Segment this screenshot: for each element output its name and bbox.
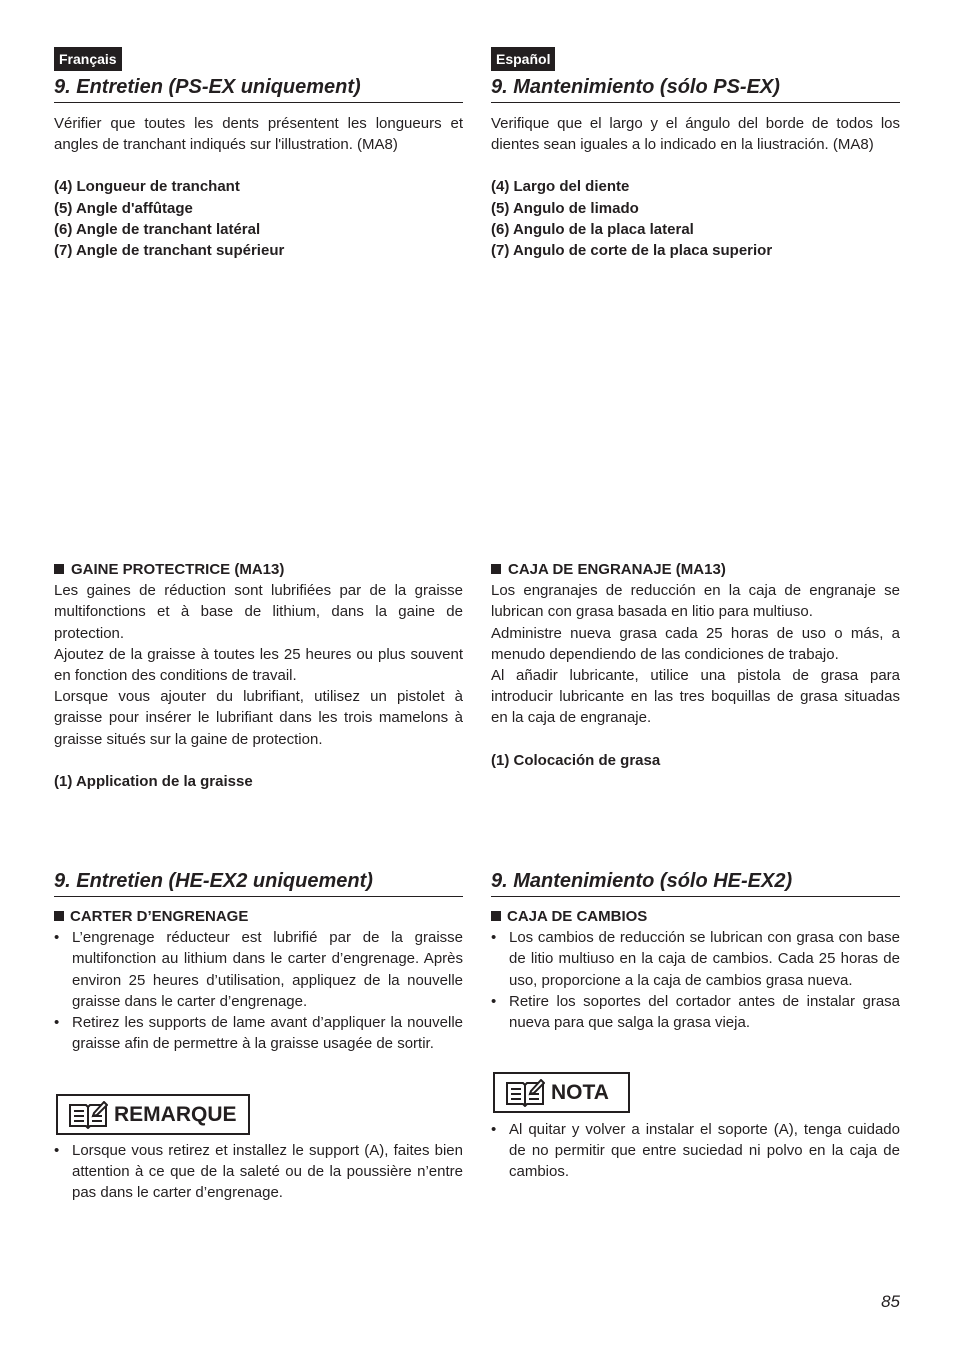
remarque-box (56, 1094, 250, 1135)
fr-item: (4) Longueur de tranchant (54, 178, 240, 196)
fr-section1-body (54, 113, 463, 261)
es-caja-p1: Los engranajes de reducción en la caja de engranaje se lubrican con grasa basada en litio para multiuso. (491, 582, 900, 621)
book-note-icon (68, 1101, 108, 1129)
fr-item: (6) Angle de tranchant latéral (54, 220, 261, 238)
fr-carter-heading (54, 906, 463, 927)
fr-gaine-item: (1) Application de la graisse (54, 772, 253, 790)
remarque-label: REMARQUE (114, 1102, 237, 1126)
section-title-es-he-ex2: 9. Mantenimiento (sólo HE-EX2) (491, 868, 900, 897)
page-number: 85 (881, 1292, 900, 1311)
language-badge-french: Français (54, 47, 122, 71)
es-item: (5) Angulo de limado (491, 199, 639, 217)
book-note-icon (505, 1079, 545, 1107)
list-item: • Lorsque vous retirez et installez le support (A), faites bien attention à ce que de la saleté ou de la poussière n’entre pas dans le carter d’engrenage. (54, 1140, 463, 1204)
fr-gaine-heading (54, 559, 463, 580)
es-caja-p3: Al añadir lubricante, utilice una pistola de grasa para introducir lubricante en las tres boquillas de grasa situadas en la caja de engranaje. (491, 667, 900, 727)
fr-gaine-p3: Lorsque vous ajouter du lubrifiant, utilisez un pistolet à graisse pour insérer le lubrifiant dans les trois mamelons à graisse situés sur la gaine de protection. (54, 688, 463, 748)
es-caja-item: (1) Colocación de grasa (491, 751, 661, 769)
es-cambios-heading-text: CAJA DE CAMBIOS (507, 908, 648, 925)
nota-box (493, 1072, 630, 1113)
es-section3-body (491, 906, 900, 1033)
square-bullet-icon (491, 564, 501, 574)
list-item: • Los cambios de reducción se lubrican con grasa con base de litio multiuso en la caja de cambios. Cada 25 horas de uso, proporcione a la caja de cambios grasa nueva. (491, 927, 900, 991)
es-caja-p2: Administre nueva grasa cada 25 horas de uso o más, a menudo dependiendo de las condiciones de trabajo. (491, 624, 900, 663)
es-caja-heading (491, 559, 900, 580)
square-bullet-icon (491, 911, 501, 921)
es-section2-body (491, 559, 900, 771)
fr-item: (7) Angle de tranchant supérieur (54, 242, 285, 260)
section-title-fr-ps-ex: 9. Entretien (PS-EX uniquement) (54, 74, 463, 103)
fr-carter-heading-text: CARTER D’ENGRENAGE (70, 908, 249, 925)
fr-section2-body (54, 559, 463, 792)
fr-note-body (54, 1140, 463, 1204)
fr-note-list (54, 1140, 463, 1204)
es-note-body (491, 1119, 900, 1183)
es-section1-body (491, 113, 900, 261)
fr-section3-body (54, 906, 463, 1054)
list-item: • L’engrenage réducteur est lubrifié par de la graisse multifonction au lithium dans le carter d’engrenage. Après environ 25 heures d’utilisation, appliquez de la nouvelle graisse dans le carter d’engrenage. (54, 927, 463, 1012)
list-item: • Retire los soportes del cortador antes de instalar grasa nueva para que salga la grasa vieja. (491, 991, 900, 1033)
es-cambios-heading (491, 906, 900, 927)
es-intro-paragraph: Verifique que el largo y el ángulo del borde de todos los dientes sean iguales a lo indicado en la liustración. (MA8) (491, 115, 900, 154)
es-caja-heading-text: CAJA DE ENGRANAJE (MA13) (508, 561, 726, 578)
square-bullet-icon (54, 911, 64, 921)
square-bullet-icon (54, 564, 64, 574)
fr-item: (5) Angle d'affûtage (54, 199, 193, 217)
fr-gaine-p1: Les gaines de réduction sont lubrifiées par de la graisse multifonctions et à base de lithium, dans la gaine de protection. (54, 582, 463, 642)
language-badge-spanish: Español (491, 47, 555, 71)
es-item: (6) Angulo de la placa lateral (491, 220, 694, 238)
fr-carter-list (54, 927, 463, 1054)
fr-gaine-heading-text: GAINE PROTECTRICE (MA13) (71, 561, 285, 578)
es-note-list (491, 1119, 900, 1183)
section-title-fr-he-ex2: 9. Entretien (HE-EX2 uniquement) (54, 868, 463, 897)
es-cambios-list (491, 927, 900, 1033)
list-item: • Retirez les supports de lame avant d’appliquer la nouvelle graisse afin de permettre à la graisse usagée de sortir. (54, 1012, 463, 1054)
es-item: (7) Angulo de corte de la placa superior (491, 242, 773, 260)
nota-label: NOTA (551, 1080, 609, 1104)
section-title-es-ps-ex: 9. Mantenimiento (sólo PS-EX) (491, 74, 900, 103)
fr-gaine-p2: Ajoutez de la graisse à toutes les 25 heures ou plus souvent en fonction des conditions de travail. (54, 645, 463, 685)
list-item: • Al quitar y volver a instalar el soporte (A), tenga cuidado de no permitir que entre suciedad ni polvo en la caja de cambios. (491, 1119, 900, 1183)
es-item: (4) Largo del diente (491, 178, 630, 196)
fr-intro-paragraph: Vérifier que toutes les dents présentent les longueurs et angles de tranchant indiqués sur l'illustration. (MA8) (54, 115, 463, 154)
